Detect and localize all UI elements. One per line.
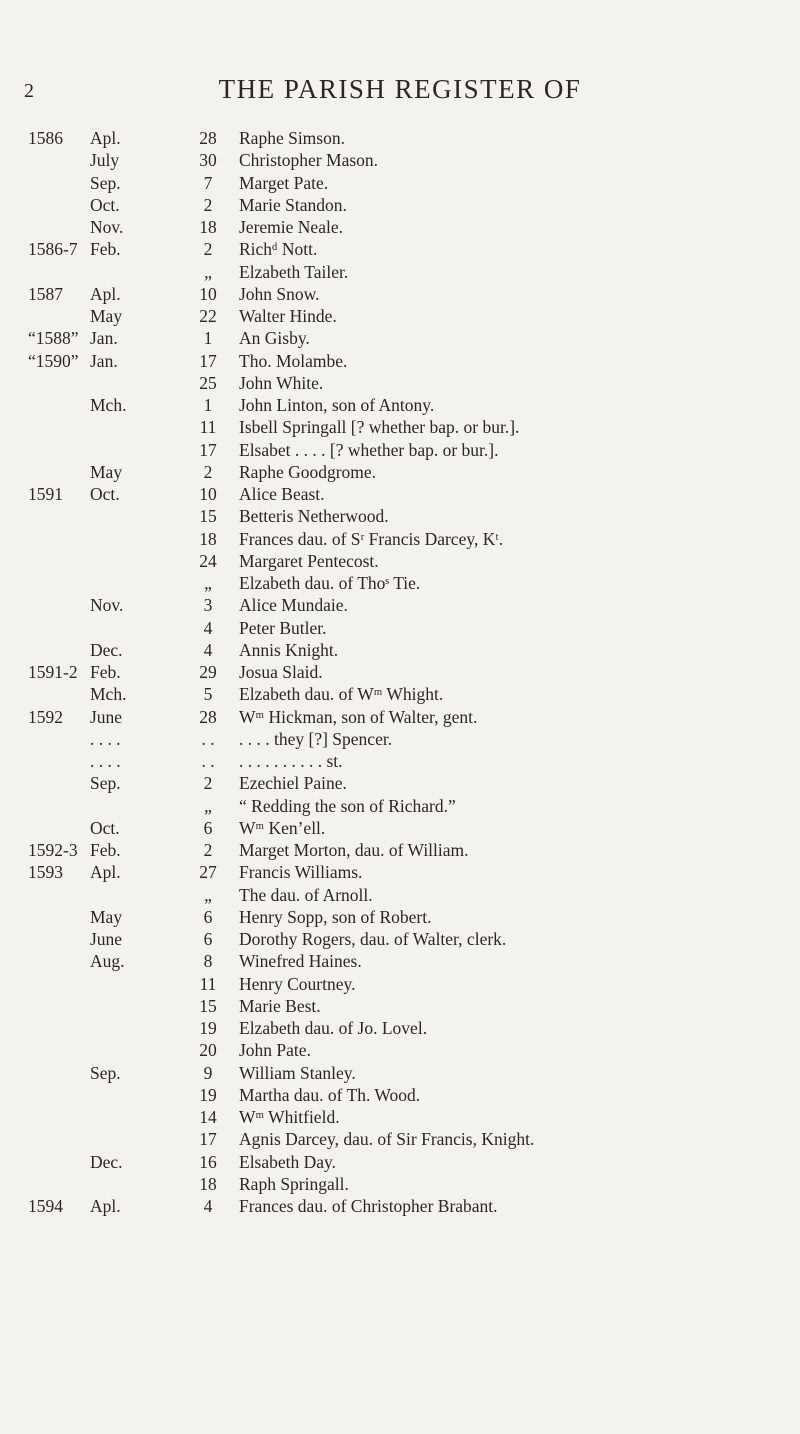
entry-day: 20: [199, 1040, 217, 1061]
entry-day: 8: [203, 951, 213, 972]
entry-month: Nov.: [90, 217, 124, 237]
register-entry: [0, 461, 800, 483]
entry-day: 16: [199, 1151, 217, 1172]
register-entry: [0, 1084, 800, 1106]
register-entry: [0, 550, 800, 572]
register-entry: [0, 906, 800, 928]
entry-day: 7: [203, 172, 213, 193]
entry-year: “1590”: [28, 350, 79, 371]
entry-day: 6: [203, 817, 213, 838]
entry-month: May: [90, 906, 123, 927]
entry-day: 5: [203, 684, 213, 705]
entry-day: 4: [203, 617, 213, 638]
entry-text: The dau. of Arnoll.: [239, 884, 373, 905]
register-entry: [0, 1106, 800, 1128]
entry-day: 6: [203, 906, 213, 927]
entry-month: . . . .: [90, 751, 121, 771]
entry-month: Feb.: [90, 840, 121, 860]
entry-text: Wᵐ Hickman, son of Walter, gent.: [239, 706, 478, 727]
entry-text: Francis Williams.: [239, 862, 363, 883]
entry-day: 30: [199, 150, 217, 171]
entry-text: Henry Sopp, son of Robert.: [239, 906, 432, 927]
entry-month: Nov.: [90, 595, 124, 616]
entry-day: 10: [199, 283, 217, 304]
entry-text: Dorothy Rogers, dau. of Walter, clerk.: [239, 929, 507, 949]
entry-month: May: [90, 461, 123, 482]
entry-text: Peter Butler.: [239, 617, 327, 638]
register-entry: [0, 172, 800, 194]
entry-month: Jan.: [90, 328, 118, 349]
register-entry: [0, 617, 800, 639]
entry-month: Oct.: [90, 484, 120, 504]
entry-day: 4: [203, 639, 213, 660]
entry-month: Aug.: [90, 951, 125, 972]
entry-month: Oct.: [90, 817, 120, 838]
register-entry: [0, 283, 800, 305]
entry-month: Sep.: [90, 172, 121, 193]
entry-year: 1587: [28, 283, 63, 304]
register-entry: [0, 483, 800, 505]
entry-text: Josua Slaid.: [239, 662, 323, 682]
entry-text: Jeremie Neale.: [239, 217, 343, 237]
entry-day: 28: [199, 706, 217, 727]
entry-month: Sep.: [90, 773, 121, 794]
entry-month: Apl.: [90, 1196, 121, 1216]
register-entry: [0, 750, 800, 772]
entry-year: 1592: [28, 706, 63, 727]
register-entry: [0, 528, 800, 550]
entry-year: 1594: [28, 1196, 63, 1216]
entry-text: Raphe Goodgrome.: [239, 461, 377, 482]
entry-month: Apl.: [90, 128, 121, 148]
entry-day: 4: [203, 1196, 213, 1216]
entry-text: Wᵐ Whitfield.: [239, 1107, 340, 1127]
entry-day: 15: [199, 506, 217, 527]
entry-text: Marget Pate.: [239, 172, 329, 193]
entry-text: Raph Springall.: [239, 1173, 349, 1194]
register-entry: [0, 661, 800, 683]
entry-day: 17: [199, 350, 217, 371]
entry-text: Frances dau. of Christopher Brabant.: [239, 1196, 498, 1216]
entry-text: Elzabeth dau. of Thoˢ Tie.: [239, 573, 421, 593]
entry-month: Oct.: [90, 194, 120, 215]
entry-text: Isbell Springall [? whether bap. or bur.].: [239, 417, 520, 438]
entry-text: Marget Morton, dau. of William.: [239, 840, 469, 860]
entry-text: Elsabet . . . . [? whether bap. or bur.].: [239, 439, 499, 460]
register-entry: [0, 216, 800, 238]
entry-day: 11: [199, 973, 217, 994]
register-entry: [0, 194, 800, 216]
entry-text: Alice Beast.: [239, 484, 325, 504]
entry-day: 19: [199, 1084, 217, 1105]
entry-day: 6: [203, 929, 213, 949]
entry-text: John Linton, son of Antony.: [239, 395, 435, 415]
entry-text: John White.: [239, 372, 324, 393]
entry-day: 22: [199, 306, 217, 326]
entry-year: 1593: [28, 862, 63, 883]
entry-day: 18: [199, 528, 217, 549]
entry-year: 1591: [28, 484, 63, 504]
register-entry: [0, 261, 800, 283]
register-entry: [0, 884, 800, 906]
entry-day: 2: [203, 773, 213, 794]
entry-day: 15: [199, 995, 217, 1016]
register-entry: [0, 1039, 800, 1061]
entry-day: 28: [199, 128, 217, 148]
register-entry: [0, 350, 800, 372]
entry-day: 2: [203, 461, 213, 482]
register-entry: [0, 928, 800, 950]
register-entry: [0, 861, 800, 883]
entry-day: 2: [203, 239, 213, 260]
entry-day: „: [204, 884, 212, 905]
entry-text: Ezechiel Paine.: [239, 773, 347, 794]
entry-day: 25: [199, 372, 217, 393]
entry-text: William Stanley.: [239, 1062, 356, 1083]
entry-text: John Pate.: [239, 1040, 311, 1061]
entry-text: Betteris Netherwood.: [239, 506, 389, 527]
entry-day: 29: [199, 662, 217, 682]
entry-year: 1586-7: [28, 239, 78, 260]
entry-text: Frances dau. of Sʳ Francis Darcey, Kᵗ.: [239, 528, 504, 549]
register-entry: [0, 305, 800, 327]
entry-day: 17: [199, 439, 217, 460]
entry-month: July: [90, 150, 120, 171]
register-entry: [0, 728, 800, 750]
register-entry: [0, 327, 800, 349]
entry-year: “1588”: [28, 328, 79, 349]
entry-text: “ Redding the son of Richard.”: [239, 795, 456, 816]
entry-day: . .: [201, 728, 215, 749]
entry-text: Wᵐ Ken’ell.: [239, 817, 326, 838]
register-entry: [0, 1062, 800, 1084]
entry-day: „: [204, 261, 212, 282]
entry-month: June: [90, 929, 123, 949]
register-entry: [0, 683, 800, 705]
entry-text: Winefred Haines.: [239, 951, 362, 972]
register-entry: [0, 817, 800, 839]
entry-month: May: [90, 306, 123, 326]
entry-day: 18: [199, 1173, 217, 1194]
entry-day: 2: [203, 194, 213, 215]
entry-year: 1592-3: [28, 840, 78, 860]
register-entry: [0, 795, 800, 817]
entry-day: 2: [203, 840, 213, 860]
register-entry: [0, 706, 800, 728]
entry-text: Martha dau. of Th. Wood.: [239, 1084, 421, 1105]
register-entry: [0, 439, 800, 461]
entry-text: Richᵈ Nott.: [239, 239, 318, 260]
entry-day: 3: [203, 595, 213, 616]
entry-text: Walter Hinde.: [239, 306, 337, 326]
register-entry: [0, 127, 800, 149]
entry-text: Elsabeth Day.: [239, 1151, 337, 1172]
entry-text: Henry Courtney.: [239, 973, 356, 994]
entry-text: Christopher Mason.: [239, 150, 379, 171]
entry-day: 1: [203, 328, 213, 349]
register-entry: [0, 950, 800, 972]
register-entries: [0, 127, 800, 1217]
entry-day: „: [204, 573, 212, 593]
page-number: 2: [24, 80, 34, 102]
register-entry: [0, 416, 800, 438]
entry-day: 24: [199, 550, 217, 571]
entry-month: . . . .: [90, 728, 121, 749]
entry-day: 19: [199, 1018, 217, 1038]
entry-day: 18: [199, 217, 217, 237]
register-entry: [0, 372, 800, 394]
register-entry: [0, 149, 800, 171]
entry-text: Annis Knight.: [239, 639, 339, 660]
register-entry: [0, 394, 800, 416]
entry-text: An Gisby.: [239, 328, 310, 349]
register-entry: [0, 1151, 800, 1173]
entry-text: Elzabeth Tailer.: [239, 261, 349, 282]
register-entry: [0, 505, 800, 527]
entry-month: Feb.: [90, 239, 121, 260]
entry-day: 10: [199, 484, 217, 504]
entry-year: 1586: [28, 128, 63, 148]
entry-text: Raphe Simson.: [239, 128, 345, 148]
register-entry: [0, 1017, 800, 1039]
entry-day: . .: [201, 751, 215, 771]
entry-month: Dec.: [90, 1151, 123, 1172]
entry-day: 1: [203, 395, 213, 415]
register-entry: [0, 995, 800, 1017]
entry-year: 1591-2: [28, 662, 78, 682]
entry-month: Apl.: [90, 283, 121, 304]
entry-text: Alice Mundaie.: [239, 595, 348, 616]
register-entry: [0, 1128, 800, 1150]
register-entry: [0, 238, 800, 260]
entry-text: . . . . . . . . . . st.: [239, 751, 343, 771]
register-entry: [0, 639, 800, 661]
entry-day: „: [204, 795, 212, 816]
entry-day: 17: [199, 1129, 217, 1150]
entry-month: Mch.: [90, 684, 127, 705]
entry-text: Elzabeth dau. of Jo. Lovel.: [239, 1018, 428, 1038]
entry-text: Tho. Molambe.: [239, 350, 348, 371]
entry-month: Feb.: [90, 662, 121, 682]
entry-month: June: [90, 706, 123, 727]
entry-month: Mch.: [90, 395, 127, 415]
register-entry: [0, 772, 800, 794]
register-entry: [0, 1195, 800, 1217]
entry-text: Agnis Darcey, dau. of Sir Francis, Knight.: [239, 1129, 535, 1150]
entry-day: 9: [203, 1062, 213, 1083]
entry-text: Elzabeth dau. of Wᵐ Whight.: [239, 684, 444, 705]
register-entry: [0, 1173, 800, 1195]
register-entry: [0, 594, 800, 616]
entry-text: Margaret Pentecost.: [239, 550, 379, 571]
entry-month: Apl.: [90, 862, 121, 883]
register-entry: [0, 839, 800, 861]
entry-day: 27: [199, 862, 217, 883]
entry-text: John Snow.: [239, 283, 320, 304]
entry-day: 14: [199, 1107, 217, 1127]
register-entry: [0, 973, 800, 995]
entry-month: Sep.: [90, 1062, 121, 1083]
entry-month: Jan.: [90, 350, 118, 371]
entry-text: Marie Standon.: [239, 194, 347, 215]
entry-day: 11: [199, 417, 217, 438]
entry-text: . . . . they [?] Spencer.: [239, 728, 393, 749]
entry-text: Marie Best.: [239, 995, 321, 1016]
register-entry: [0, 572, 800, 594]
running-header: THE PARISH REGISTER OF: [218, 74, 582, 104]
entry-month: Dec.: [90, 639, 123, 660]
